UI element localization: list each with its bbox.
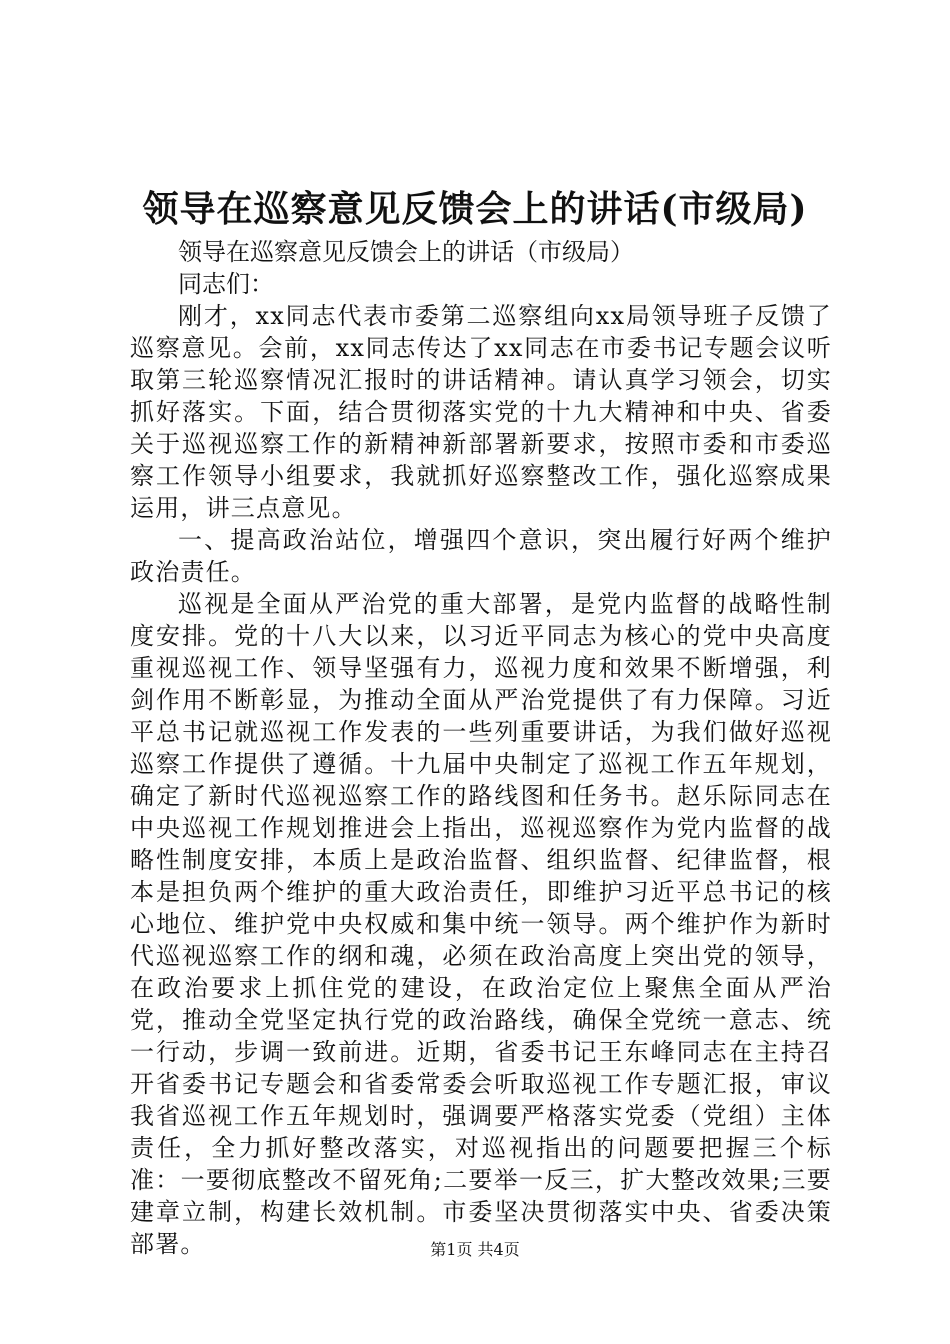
- greeting: 同志们：: [178, 270, 274, 298]
- page-footer: 第1页 共4页: [430, 1240, 520, 1259]
- document-subtitle: 领导在巡察意见反馈会上的讲话（市级局）: [178, 238, 634, 266]
- document-title: 领导在巡察意见反馈会上的讲话(市级局): [142, 188, 808, 230]
- section-heading-1: 一、提高政治站位，增强四个意识，突出履行好两个维护政治责任。: [130, 526, 832, 586]
- paragraph-section-1: 巡视是全面从严治党的重大部署，是党内监督的战略性制度安排。党的十八大以来，以习近平同志为核心的党中央高度重视巡视工作、领导坚强有力，巡视力度和效果不断增强，利剑作用不断彰显，为推动全面从严治党提供了有力保障。习近平总书记就巡视工作发表的一些列重要讲话，为我们做好巡视巡察工作提供了遵循。十九届中央制定了巡视工作五年规划，确定了新时代巡视巡察工作的路线图和任务书。赵乐际同志在中央巡视工作规划推进会上指出，巡视巡察作为党内监督的战略性制度安排，本质上是政治监督、组织监督、纪律监督，根本是担负两个维护的重大政治责任，即维护习近平总书记的核心地位、维护党中央权威和集中统一领导。两个维护作为新时代巡视巡察工作的纲和魂，必须在政治高度上突出党的领导，在政治要求上抓住党的建设，在政治定位上聚焦全面从严治党，推动全党坚定执行党的政治路线，确保全党统一意志、统一行动，步调一致前进。近期，省委书记王东峰同志在主持召开省委书记专题会和省委常委会听取巡视工作专题汇报，审议我省巡视工作五年规划时，强调要严格落实党委（党组）主体责任，全力抓好整改落实，对巡视指出的问题要把握三个标准：一要彻底整改不留死角;二要举一反三，扩大整改效果;三要建章立制，构建长效机制。市委坚决贯彻落实中央、省委决策部署。: [130, 590, 832, 1258]
- document-body: [130, 236, 832, 1260]
- paragraph-intro: 刚才，xx同志代表市委第二巡察组向xx局领导班子反馈了巡察意见。会前，xx同志传达了xx同志在市委书记专题会议听取第三轮巡察情况汇报时的讲话精神。请认真学习领会，切实抓好落实。下面，结合贯彻落实党的十九大精神和中央、省委关于巡视巡察工作的新精神新部署新要求，按照市委和市委巡察工作领导小组要求，我就抓好巡察整改工作，强化巡察成果运用，讲三点意见。: [130, 302, 832, 522]
